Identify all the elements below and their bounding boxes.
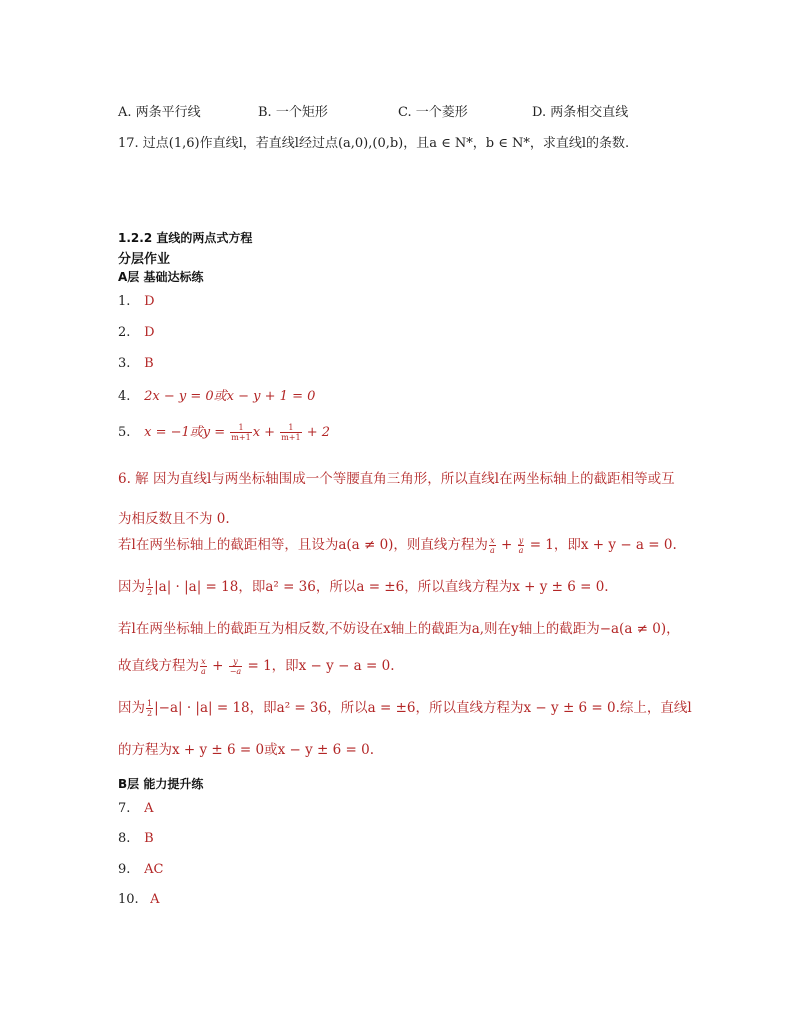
q6-line-7 <box>118 696 692 718</box>
answer-row <box>118 294 155 309</box>
answer-value: AC <box>144 862 164 877</box>
q5-pre: x = −1或y = <box>144 425 230 440</box>
text: 因为 <box>118 700 145 716</box>
answer-value: D <box>144 294 155 309</box>
answer-value: D <box>144 325 155 340</box>
numerator: 1 <box>230 423 251 433</box>
answer-row <box>118 801 154 816</box>
option-a: A. 两条平行线 <box>118 105 201 120</box>
answer-number: 9. <box>118 862 131 877</box>
answer-row <box>118 356 154 371</box>
answer-value: A <box>150 892 160 907</box>
denominator: a <box>201 667 206 676</box>
fraction <box>518 536 525 555</box>
level-b-heading: B层 能力提升练 <box>118 777 204 791</box>
denominator: 2 <box>147 709 153 718</box>
option-d: D. 两条相交直线 <box>532 105 629 120</box>
subtitle: 分层作业 <box>118 252 171 267</box>
text: 故直线方程为 <box>118 658 199 674</box>
denominator: m+1 <box>281 433 301 442</box>
fraction <box>146 578 153 597</box>
fraction <box>489 536 496 555</box>
answer-value: 2x − y = 0或x − y + 1 = 0 <box>144 389 316 404</box>
denominator: 2 <box>147 588 153 597</box>
text: |−a| · |a| = 18，即a² = 36，所以a = ±6，所以直线方程为x − y ± 6 = 0.综上，直线l <box>154 700 692 716</box>
q6-line-2: 为相反数且不为 0. <box>118 511 230 527</box>
numerator: 1 <box>147 699 153 708</box>
text: + <box>207 658 228 674</box>
q6-line-1: 6. 解 因为直线l与两坐标轴围成一个等腰直角三角形，所以直线l在两坐标轴上的截距相等或互 <box>118 471 675 487</box>
denominator: a <box>489 546 495 555</box>
answer-number: 3. <box>118 356 131 371</box>
denominator: m+1 <box>231 433 251 442</box>
fraction <box>230 423 251 442</box>
q6-line-8: 的方程为x + y ± 6 = 0或x − y ± 6 = 0. <box>118 742 374 758</box>
denominator: a <box>518 546 524 555</box>
denominator: −a <box>229 667 242 676</box>
fraction <box>200 657 207 676</box>
answer-number: 2. <box>118 325 131 340</box>
answer-value: B <box>144 831 154 846</box>
answer-row <box>118 892 160 907</box>
text: 若l在两坐标轴上的截距相等，且设为a(a ≠ 0)，则直线方程为 <box>118 537 488 553</box>
answer-number: 1. <box>118 294 131 309</box>
numerator: y <box>229 657 242 667</box>
level-a-heading: A层 基础达标练 <box>118 270 204 284</box>
section-title: 1.2.2 直线的两点式方程 <box>118 231 253 245</box>
answer-row-5 <box>118 421 330 442</box>
fraction <box>146 699 153 718</box>
answer-row <box>118 831 154 846</box>
answer-row <box>118 385 315 404</box>
fraction <box>229 657 242 676</box>
text: = 1，即x + y − a = 0. <box>525 537 677 553</box>
q6-line-4 <box>118 575 609 597</box>
answer-row <box>118 862 163 877</box>
answer-number: 7. <box>118 801 131 816</box>
option-b: B. 一个矩形 <box>258 105 328 120</box>
q5-post: + 2 <box>302 425 331 440</box>
q5-mid: x + <box>252 425 280 440</box>
numerator: 1 <box>147 578 153 587</box>
answer-number: 4. <box>118 389 131 404</box>
answer-value: A <box>144 801 154 816</box>
text: 因为 <box>118 579 145 595</box>
answer-number: 10. <box>118 892 139 907</box>
numerator: 1 <box>280 423 301 433</box>
q6-line-3 <box>118 533 677 555</box>
answer-row <box>118 325 155 340</box>
numerator: x <box>201 657 206 666</box>
text: + <box>496 537 517 553</box>
answer-value: B <box>144 356 154 371</box>
q6-line-5: 若l在两坐标轴上的截距互为相反数,不妨设在x轴上的截距为a,则在y轴上的截距为−a(a ≠ 0)， <box>118 621 680 637</box>
option-c: C. 一个菱形 <box>398 105 468 120</box>
answer-number: 8. <box>118 831 131 846</box>
q6-line-6 <box>118 654 395 676</box>
question-17: 17. 过点(1,6)作直线l，若直线l经过点(a,0),(0,b)，且a ∈ N*，b ∈ N*，求直线l的条数. <box>118 136 630 151</box>
fraction <box>280 423 301 442</box>
text: |a| · |a| = 18，即a² = 36，所以a = ±6，所以直线方程为x + y ± 6 = 0. <box>154 579 609 595</box>
answer-number: 5. <box>118 425 131 440</box>
text: = 1，即x − y − a = 0. <box>243 658 395 674</box>
numerator: y <box>518 536 524 545</box>
numerator: x <box>490 536 495 545</box>
